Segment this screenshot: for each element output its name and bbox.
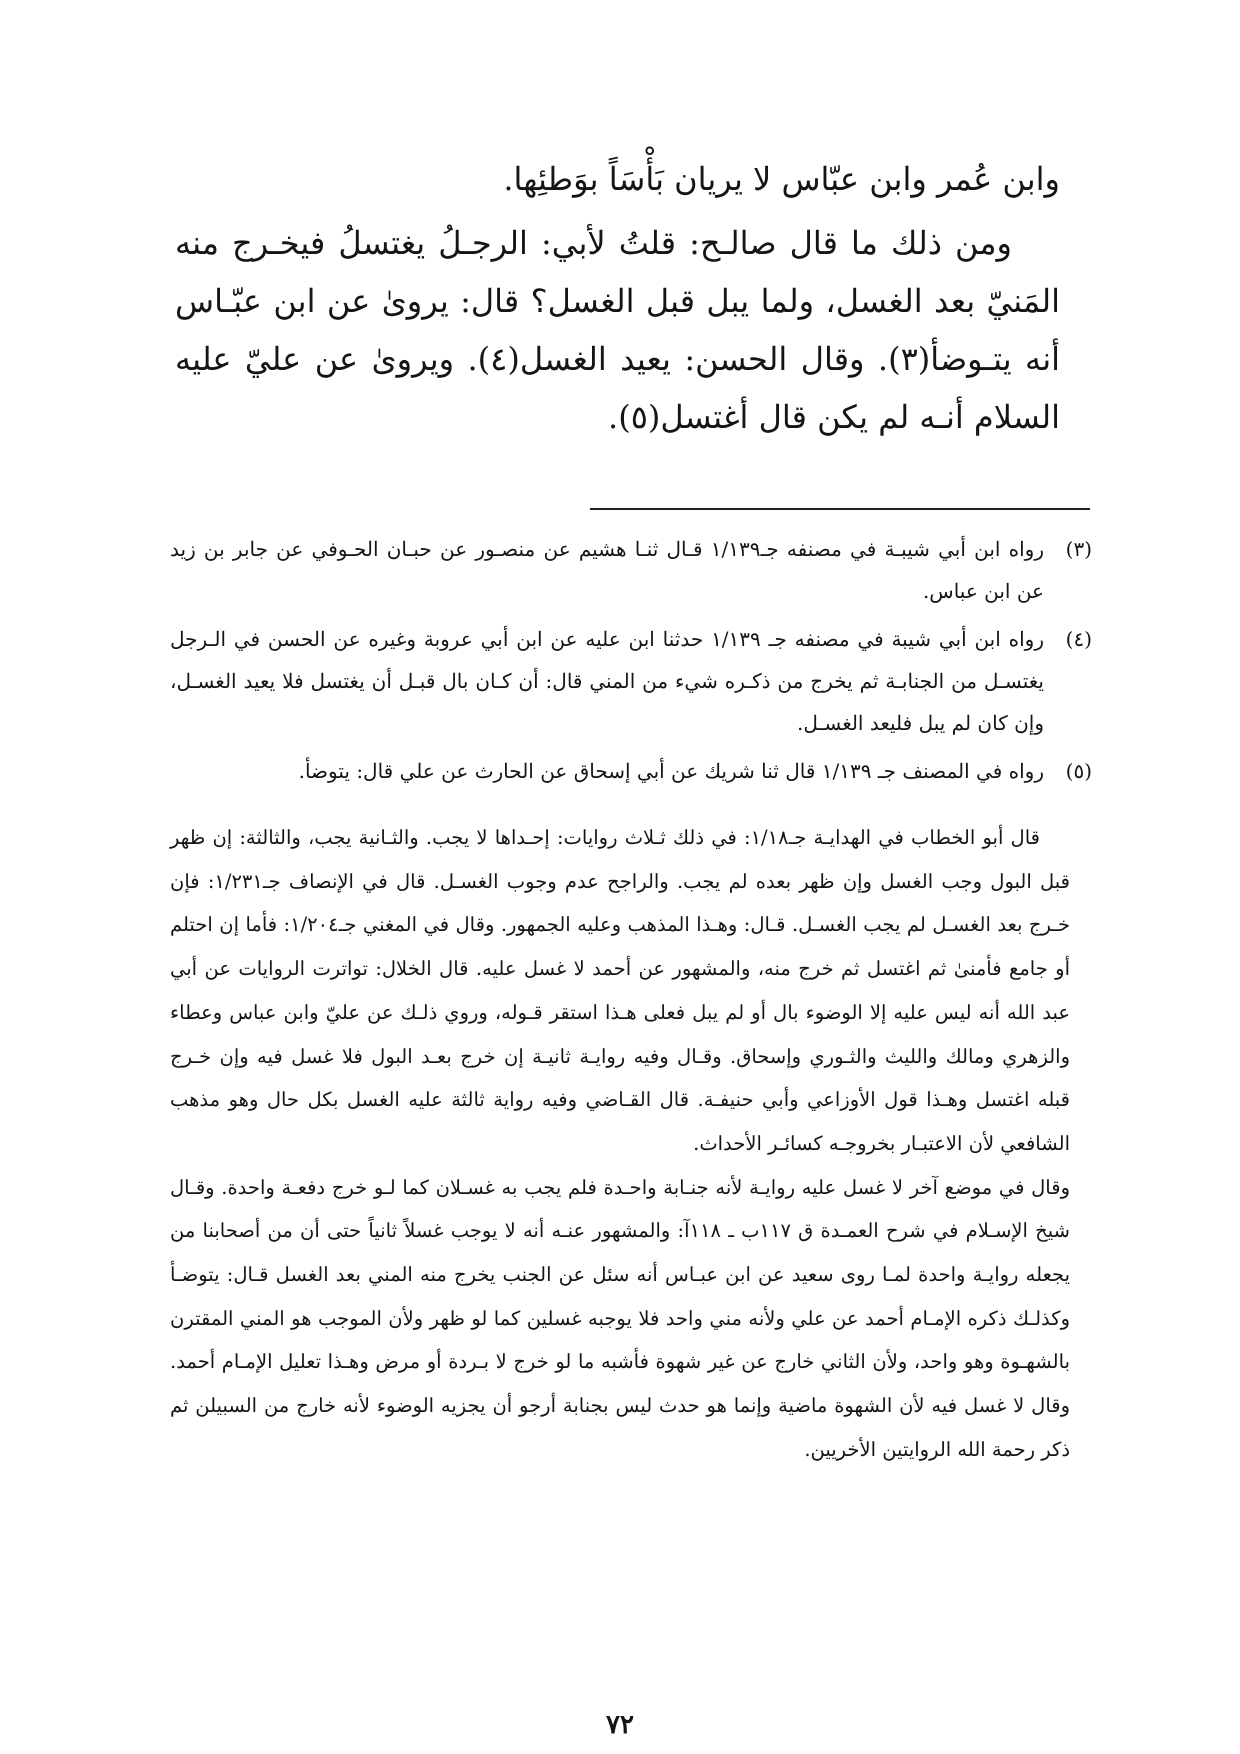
footnote-text: رواه ابن أبي شيبـة في مصنفه جـ١/١٣٩ قـال ثنـا هشيم عن منصـور عن حبـان الحـوفي عن جابر بن زيد عن ابن عباس. <box>170 537 1044 603</box>
footnote <box>170 750 1092 792</box>
commentary <box>170 816 1070 1472</box>
main-text-line: وابن عُمر وابن عبّاس لا يريان بَأْسَاً بوَطئِها. <box>503 160 1060 198</box>
commentary-paragraph: قال أبو الخطاب في الهدايـة جـ١/١٨: في ذلك ثـلاث روايات: إحـداها لا يجب. والثـانية يجب، والثالثة: إن ظهر قبل البول وجب الغسل وإن ظهر بعده لم يجب. والراجح عدم وجوب الغسـل. قال في الإنصاف جـ١/٢٣١: فإن خـرج بعد الغسـل لم يجب الغسـل. قـال: وهـذا المذهب وعليه الجمهور. وقال في المغني جـ١/٢٠٤: فأما إن احتلم أو جامع فأمنىٰ ثم اغتسل ثم خرج منه، والمشهور عن أحمد لا غسل عليه. قال الخلال: تواترت الروايات عن أبي عبد الله أنه ليس عليه إلا الوضوء بال أو لم يبل فعلى هـذا استقر قـوله، وروي ذلـك عن عليّ وابن عباس وعطاء والزهري ومالك والليث والثـوري وإسحاق. وقـال وفيه روايـة ثانيـة إن خرج بعـد البول فلا غسل فيه وإن خـرج قبله اغتسل وهـذا قول الأوزاعي وأبي حنيفـة. قال القـاضي وفيه رواية ثالثة عليه الغسل بكل حال وهو مذهب الشافعي لأن الاعتبـار بخروجـه كسائـر الأحداث. <box>170 826 1071 1155</box>
commentary-paragraph: وقال في موضع آخر لا غسل عليه روايـة لأنه جنـابة واحـدة فلم يجب به غسـلان كما لـو خرج دفعـة واحدة. وقـال شيخ الإسـلام في شرح العمـدة ق ١١٧ب ـ ١١٨آ: والمشهور عنـه أنه لا يوجب غسلاً ثانياً حتى أن من أصحابنا من يجعله روايـة واحدة لمـا روى سعيد عن ابن عبـاس أنه سئل عن الجنب يخرج منه المني بعد الغسل قـال: يتوضـأ وكذلـك ذكره الإمـام أحمد عن علي ولأنه مني واحد فلا يوجبه غسلين كما لو ظهر ولأن الموجب هو المني المقترن بالشهـوة وهو واحد، ولأن الثاني خارج عن غير شهوة فأشبه ما لو خرج لا بـردة أو مرض وهـذا تعليل الإمـام أحمد. وقال لا غسل فيه لأن الشهوة ماضية وإنما هو حدث ليس بجنابة أرجو أن يجزيه الوضوء لأنه خارج من السبيلن ثم ذكر رحمة الله الروايتين الأخريين. <box>170 1175 1070 1461</box>
footnote-text: رواه في المصنف جـ ١/١٣٩ قال ثنا شريك عن أبي إسحاق عن الحارث عن علي قال: يتوضأ. <box>298 759 1044 783</box>
footnote-number: (٣) <box>1065 537 1092 561</box>
page-number: ٧٢ <box>606 1710 634 1740</box>
footnote <box>170 618 1092 744</box>
footnotes <box>170 528 1092 798</box>
main-text <box>175 150 1060 446</box>
footnote-text: رواه ابن أبي شيبة في مصنفه جـ ١/١٣٩ حدثنا ابن عليه عن ابن أبي عروبة وغيره عن الحسن في الـرجل يغتسـل من الجنابـة ثم يخرج من ذكـره شيء من المني قال: أن كـان بال قبـل أن يغتسل فلا يعيد الغسـل، وإن كان لم يبل فليعد الغسـل. <box>170 627 1044 735</box>
footnote-separator <box>590 508 1090 510</box>
footnote-number: (٥) <box>1065 759 1092 783</box>
main-paragraph: ومن ذلك ما قال صالـح: قلتُ لأبي: الرجـلُ يغتسلُ فيخـرج منه المَنيّ بعد الغسل، ولما يبل قبل الغسل؟ قال: يروىٰ عن ابن عبّـاس أنه يتـوضأ(٣). وقال الحسن: يعيد الغسل(٤). ويروىٰ عن عليّ عليه السلام أنـه لم يكن قال أغتسل(٥). <box>175 224 1061 436</box>
footnote <box>170 528 1092 612</box>
footnote-number: (٤) <box>1065 627 1092 651</box>
